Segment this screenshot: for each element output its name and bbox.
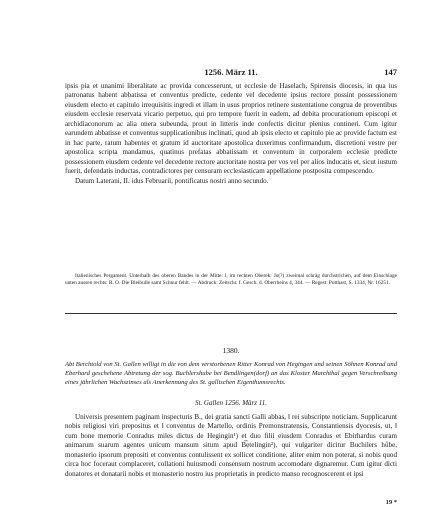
body-dating-clause: Datum Laterani, II. idus Februarii, pontificatus nostri anno secundo. [75,176,269,185]
document-body [65,82,397,186]
body-paragraph: ipsis pia et unanimi liberalitate ac provida concesserunt, ut ecclesie de Haselach, Spirensis diocesis, in qua ius patronatus habent abbatissa et conventus predicte, cedente vel decedente ipsius rectore possint possessionem eiusdem electo et capitulo irrequisitis ingredi et illam in usus proprios retinere sustentatione congrua de proventibus eiusdem ecclesie reservata vicario perpetuo, qui pro tempore fuerit in eadem, ad debita procurationum episcopi et archidiaconorum ac alia onera subeunda, prout in litteris inde confectis dicitur plenius contineri. Cum igitur earundem abbatisse et conventus supplicationibus inclinati, quod ab ipsis electo et capitulo pie ac provide factum est in hac parte, ratum habentes et gratum id auctoritate apostolica duxerimus confirmandum, discretioni vestre per apostolica scripta mandamus, quatinus prefatas abbatissam et conventum in corporalem ecclesie predicte possessionem eiusdem cedente vel decedente rectore auctoritate nostra per vos vel per alios inducatis et, sicut iustum fuerit, defendatis inductas, contradictores per censuram ecclesiasticam appellatione postposita compescendo. [65,82,397,176]
section-divider [65,313,397,314]
running-head-date: 1256. März 11. [204,67,258,77]
editorial-notes: Italienisches Pergament. Unterhalb des oberen Bandes in der Mitte: l, im rechten Oberek: Jo(?) zweimal schräg durchstrichen, auf dem Einschlage unten aussen rechts: R. O. Die Bleibulle samt Schnur fehlt. — Abdruck: Zeitschr. f. Gesch. d. Oberrheins 4, 344. — Regest: Potthast, S. 1334, Nr. 16251. [65,273,397,287]
page-number: 147 [384,67,397,77]
document-number: 1380. [222,346,240,355]
charter-text [65,413,397,479]
printer-signature-mark: 19 * [385,499,397,506]
document-summary: Abt Berchtold von St. Gallen willigt in die von dem verstorbenen Ritter Konrad von Hegingen und seinen Söhnen Konrad und Eberhard geschehene Abtretung der sog. Buchlershube bei Bendlingen(dorf) an das Kloster Marchthal gegen Verschreibung eines jährlichen Wachszinses als Anerkennung des St. gallischen Eigenthumsrechts. [65,361,397,387]
document-dateline: St. Gallen 1256. März 11. [194,399,267,407]
charter-paragraph: Universis presentem paginam inspecturis B., dei gratia sancti Galli abbas, ‖ rei subscripte noticiam. Supplicarunt nobis religiosi viri prepositus et ‖ conventus de Martello, ordinis Premonstratensis, Constantiensis dyocesis, ut, ‖ cum bone memorie Conradus miles dictus de Hegingin¹) et duo filii eiusdem Conradus et Ebirhardus curam animarum suarum agentes unicum mansum situm apud B͡ẹtelingin²), qui vulgariter dicitur Buchilers hůbe, monasterio ipsorum prepositi et conventus contulissent ex sollicet conditione, aliter enim non poterat, si nobis quod circa hoc foceraut complaceret, collationi huiusmodi consensum nostrum accomodare dignaremur. Cum igitur dicti donatores et donatarii nobis et monasterio nostro ius proprietatis in predicto manso recognoscerent et ipsi [65,413,397,478]
running-header [65,67,397,79]
